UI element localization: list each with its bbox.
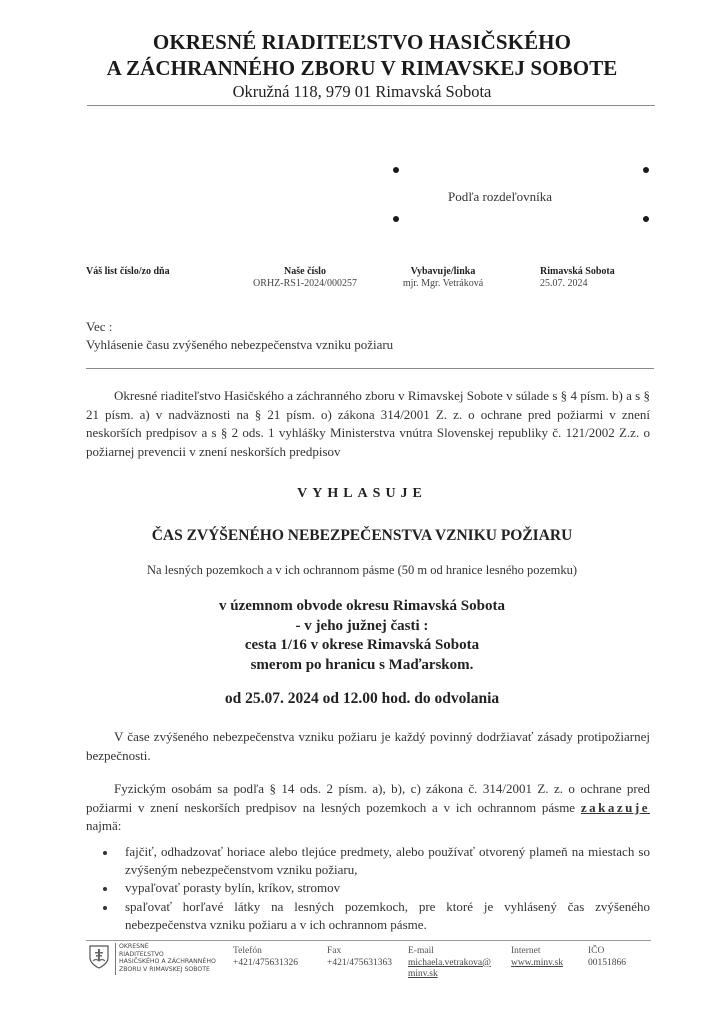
fax-value: +421/475631363 xyxy=(327,957,392,968)
handled-by-label: Vybavuje/linka xyxy=(410,266,476,277)
prohibition-paragraph xyxy=(86,780,650,836)
announcement-scope: Na lesných pozemkoch a v ich ochrannom pásme (50 m od hranice lesného pozemku) xyxy=(146,563,578,577)
prohibited-list xyxy=(98,843,650,934)
recipient: Podľa rozdeľovníka xyxy=(448,189,553,204)
area-line: cesta 1/16 v okrese Rimavská Sobota xyxy=(244,637,480,653)
fax-label: Fax xyxy=(327,946,342,956)
subject-divider xyxy=(86,368,654,369)
subject-text: Vyhlásenie času zvýšeného nebezpečenstva vzniku požiaru xyxy=(86,337,394,352)
web-label: Internet xyxy=(511,946,541,956)
footer-org-line: RIADITEĽSTVO xyxy=(119,950,164,958)
prohibition-text: Fyzickým osobám sa podľa § 14 ods. 2 písm. a), b), c) zákona č. 314/2001 Z. z. o ochrane pred požiarmi v znení neskorších predpisov na lesných pozemkoch a v ich ochrannom pásme xyxy=(86,781,650,815)
our-number-value: ORHZ-RS1-2024/000257 xyxy=(253,278,357,289)
area-line: v územnom obvode okresu Rimavská Sobota xyxy=(218,598,505,614)
list-item: spaľovať horľavé látky na lesných pozemkoch, pre ktoré je vyhlásený čas zvýšeného nebezpečenstva vzniku požiaru a v ich ochrannom pásme. xyxy=(98,898,650,934)
ref-date xyxy=(540,266,615,290)
announcement-verb: VYHLASUJE xyxy=(297,486,427,501)
footer-logo-divider xyxy=(115,943,116,975)
ref-handled-by xyxy=(388,266,498,290)
org-title-line1: OKRESNÉ RIADITEĽSTVO HASIČSKÉHO xyxy=(152,30,572,54)
footer-web xyxy=(511,946,563,969)
address-corner-mark xyxy=(393,216,399,222)
ico-value: 00151866 xyxy=(588,957,626,968)
area-line: smerom po hranicu s Maďarskom. xyxy=(250,656,474,673)
intro-paragraph: Okresné riaditeľstvo Hasičského a záchranného zboru v Rimavskej Sobote v súlade s § 4 písm. b) a s § 21 písm. a) v nadväznosti na § 21 písm. o) zákona 314/2001 Z. z. o ochrane pred požiarmi v znení neskorších predpisov a s § 2 ods. 1 vyhlášky Ministerstva vnútra Slovenskej republiky č. 121/2002 Z.z. o požiarnej prevencii v znení neskorších predpisov xyxy=(86,388,650,459)
validity-period: od 25.07. 2024 od 12.00 hod. do odvolania xyxy=(224,690,500,707)
footer-divider xyxy=(86,940,651,941)
org-title-line2: A ZÁCHRANNÉHO ZBORU V RIMAVSKEJ SOBOTE xyxy=(106,56,618,80)
subject-label: Vec : xyxy=(86,319,113,334)
list-item: fajčiť, odhadzovať horiace alebo tlejúce predmety, alebo používať otvorený plameň na miestach so zvýšeným nebezpečenstvom vzniku požiaru, xyxy=(98,843,650,879)
coat-of-arms-icon xyxy=(88,944,110,970)
footer-org-line: OKRESNÉ xyxy=(119,943,149,950)
place-label: Rimavská Sobota xyxy=(540,266,615,277)
address-corner-mark xyxy=(393,167,399,173)
list-item: vypaľovať porasty bylín, kríkov, stromov xyxy=(98,879,650,897)
email-link-line[interactable]: minv.sk xyxy=(408,969,438,979)
ref-your-letter xyxy=(86,266,170,278)
footer-fax xyxy=(327,946,392,969)
email-link-line[interactable]: michaela.vetrakova@ xyxy=(408,957,491,968)
footer-phone xyxy=(233,946,298,969)
org-address: Okružná 118, 979 01 Rimavská Sobota xyxy=(232,82,492,101)
footer-org-line: ZBORU V RIMAVSKEJ SOBOTE xyxy=(119,965,210,973)
footer-email xyxy=(408,946,491,981)
address-corner-mark xyxy=(643,216,649,222)
duty-paragraph: V čase zvýšeného nebezpečenstva vzniku požiaru je každý povinný dodržiavať zásady protipožiarnej bezpečnosti. xyxy=(86,729,650,763)
phone-value: +421/475631326 xyxy=(233,957,298,968)
ref-our-number xyxy=(240,266,370,290)
announcement-title: ČAS ZVÝŠENÉHO NEBEZPEČENSTVA VZNIKU POŽIARU xyxy=(151,527,573,544)
web-link[interactable]: www.minv.sk xyxy=(511,957,564,968)
footer-org-name xyxy=(119,943,216,973)
prohibition-suffix: najmä: xyxy=(86,818,122,834)
your-letter-label: Váš list číslo/zo dňa xyxy=(86,266,170,277)
footer-ico xyxy=(588,946,626,969)
header-divider xyxy=(87,105,655,106)
our-number-label: Naše číslo xyxy=(284,266,326,277)
email-link[interactable] xyxy=(408,958,491,981)
handled-by-value: mjr. Mgr. Vetráková xyxy=(402,278,484,289)
email-label: E-mail xyxy=(408,946,434,956)
area-line: - v jeho južnej časti : xyxy=(295,617,429,634)
area-description xyxy=(0,597,724,675)
prohibition-keyword: zakazuje xyxy=(580,799,650,815)
phone-label: Telefón xyxy=(233,946,262,956)
footer-org-line: HASIČSKÉHO A ZÁCHRANNÉHO xyxy=(119,958,216,966)
ico-label: IČO xyxy=(588,946,605,956)
date-value: 25.07. 2024 xyxy=(540,278,588,289)
address-corner-mark xyxy=(643,167,649,173)
